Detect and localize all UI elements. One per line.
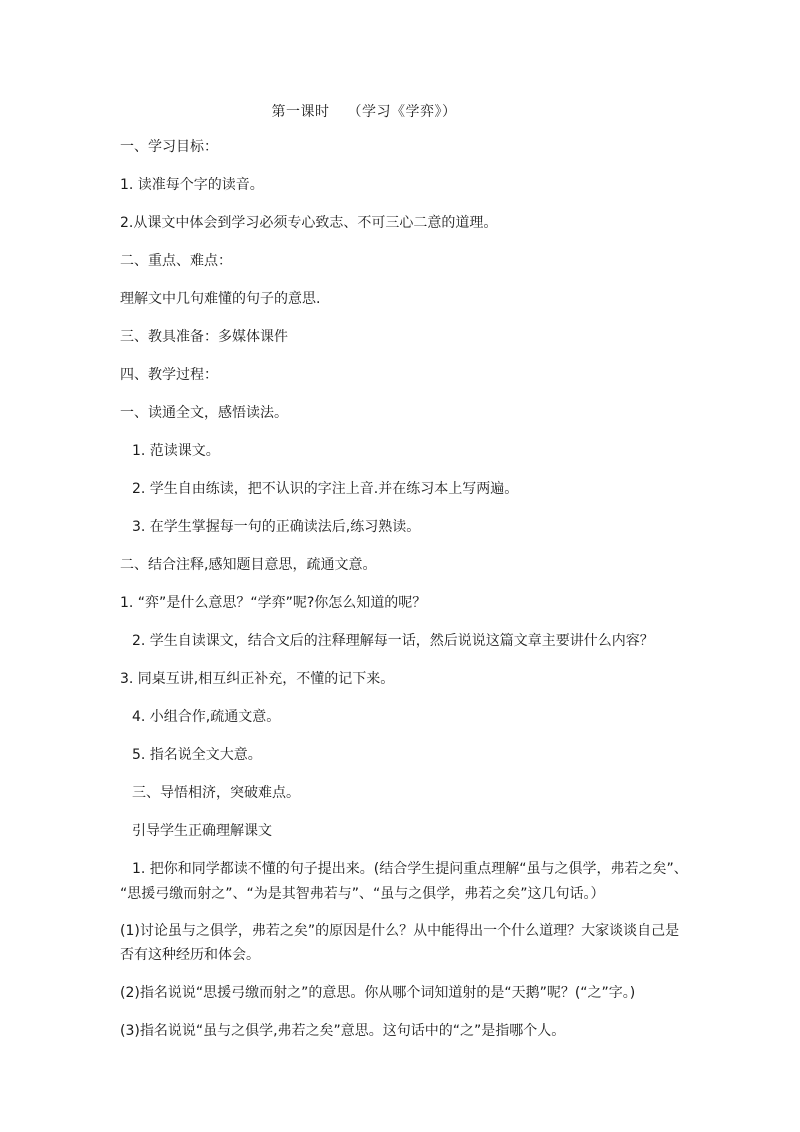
lesson-title-main: 第一课时 [271,104,330,120]
lesson-title [0,101,728,121]
step-item: 5. 指名说全文大意。 [132,747,262,763]
step-item-continuation: “思援弓缴而射之”、“为是其智弗若与”、“虽与之俱学，弗若之矣”这几句话。） [120,886,605,902]
step-heading-read: 一、读通全文，感悟读法。 [120,405,288,421]
step-item: 4. 小组合作,疏通文意。 [132,709,281,725]
section-heading-goals: 一、学习目标： [120,139,218,155]
step-item: 2. 学生自由练读，把不认识的字注上音.并在练习本上写两遍。 [132,481,519,497]
lesson-title-sub: （学习《学弈》） [347,104,457,120]
section-heading-materials: 三、教具准备：多媒体课件 [120,329,288,345]
step-item: 1. 把你和同学都读不懂的句子提出来。(结合学生提问重点理解“虽与之俱学，弗若之矣”、 [132,861,688,877]
goal-item: 1. 读准每个字的读音。 [120,177,264,193]
key-point-text: 理解文中几句难懂的句子的意思. [120,291,321,307]
question-item: (3)指名说说“虽与之俱学,弗若之矣”意思。这句话中的“之”是指哪个人。 [120,1023,566,1039]
step-item: 1. “弈”是什么意思？“学弈”呢?你怎么知道的呢？ [120,595,427,611]
goal-item: 2.从课文中体会到学习必须专心致志、不可三心二意的道理。 [120,215,498,231]
section-heading-process: 四、教学过程： [120,367,218,383]
question-item: (2)指名说说“思援弓缴而射之”的意思。你从哪个词知道射的是“天鹅”呢？(“之”字。) [120,985,636,1001]
step-heading-difficulties: 三、导悟相济，突破难点。 [132,785,300,801]
section-heading-key-points: 二、重点、难点： [120,253,232,269]
step-item: 1. 范读课文。 [132,443,220,459]
guide-text: 引导学生正确理解课文 [132,823,272,839]
step-item: 3. 同桌互讲,相互纠正补充，不懂的记下来。 [120,671,395,687]
step-heading-notes: 二、结合注释,感知题目意思，疏通文意。 [120,557,377,573]
question-item-continuation: 否有这种经历和体会。 [120,947,260,963]
question-item: (1)讨论虽与之俱学，弗若之矣”的原因是什么？从中能得出一个什么道理？大家谈谈自己是 [120,923,680,939]
step-item: 3. 在学生掌握每一句的正确读法后,练习熟读。 [132,519,421,535]
step-item: 2. 学生自读课文，结合文后的注释理解每一话，然后说说这篇文章主要讲什么内容？ [132,633,654,649]
